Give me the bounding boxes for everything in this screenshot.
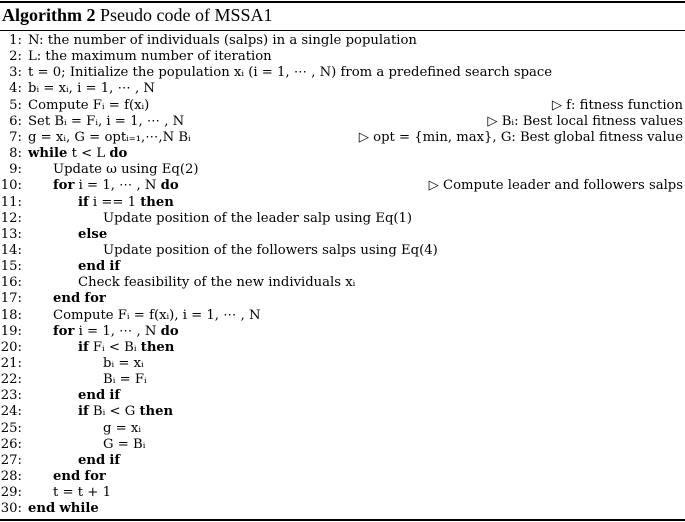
code-text: g = xᵢ [103,420,142,436]
line-number: 30: [0,501,22,517]
code-text: for i = 1, ⋯ , N do [53,178,179,194]
code-text: else [78,226,108,242]
code-text: if i == 1 then [78,194,174,210]
line-number: 14: [0,242,22,258]
line-number: 17: [0,291,22,307]
code-text: Update ω using Eq(2) [53,162,199,178]
line-number: 20: [0,339,22,355]
line-number: 8: [9,146,22,162]
code-text: Update position of the followers salps using Eq(4) [103,242,438,258]
code-text: Compute Fᵢ = f(xᵢ), i = 1, ⋯ , N [53,307,261,323]
line-comment: ▷ f: fitness function [551,97,683,113]
line-number: 5: [9,97,22,113]
line-number: 15: [0,259,22,275]
bottom-rule [0,519,685,521]
line-number: 23: [0,388,22,404]
line-number: 24: [0,404,22,420]
code-text: G = Bᵢ [103,436,146,452]
code-text: end while [28,501,99,517]
line-comment: ▷ Compute leader and followers salps [428,178,683,194]
code-text: end for [53,291,106,307]
code-text: Set Bᵢ = Fᵢ, i = 1, ⋯ , N [28,113,185,129]
code-text: Bᵢ = Fᵢ [103,372,147,388]
code-text: t = 0; Initialize the population xᵢ (i = 1, ⋯ , N) from a predefined search space [28,65,553,81]
code-text: bᵢ = xᵢ [103,356,144,371]
algorithm-label: Algorithm 2 [2,5,96,25]
line-number: 16: [0,275,22,291]
line-number: 10: [0,178,22,194]
line-number: 2: [9,49,22,65]
line-number: 1: [9,33,22,48]
line-comment: ▷ Bᵢ: Best local fitness values [487,113,683,129]
code-text: end if [78,452,121,468]
line-number: 12: [0,210,22,226]
code-text: end if [78,259,121,275]
algorithm-title [2,5,273,26]
code-text: while t < L do [28,146,128,162]
line-number: 3: [9,65,22,81]
algorithm-caption: Pseudo code of MSSA1 [100,5,273,25]
code-line [0,499,685,518]
line-number: 25: [0,420,22,436]
top-rule [0,1,685,3]
line-number: 11: [0,194,22,210]
code-text: Compute Fᵢ = f(xᵢ) [28,97,150,113]
line-comment: ▷ opt = {min, max}, G: Best global fitness value [358,129,683,145]
code-text: g = xᵢ, G = optᵢ₌₁,⋯,N Bᵢ [28,129,191,145]
line-number: 21: [0,356,22,371]
code-text: end for [53,469,106,485]
code-text: N: the number of individuals (salps) in a single population [28,33,417,48]
code-text: for i = 1, ⋯ , N do [53,323,179,339]
line-number: 6: [9,113,22,129]
code-text: Update position of the leader salp using Eq(1) [103,210,413,226]
code-text: t = t + 1 [53,485,111,501]
line-number: 9: [9,162,22,178]
code-text: L: the maximum number of iteration [28,49,272,65]
line-number: 4: [9,81,22,97]
code-text: end if [78,388,121,404]
line-number: 19: [0,323,22,339]
code-text: Check feasibility of the new individuals xᵢ [78,275,356,291]
line-number: 13: [0,226,22,242]
line-number: 7: [9,129,22,145]
line-number: 26: [0,436,22,452]
code-text: if Bᵢ < G then [78,404,174,420]
code-text: bᵢ = xᵢ, i = 1, ⋯ , N [28,81,155,97]
code-text: if Fᵢ < Bᵢ then [78,339,175,355]
line-number: 28: [0,469,22,485]
line-number: 22: [0,372,22,388]
line-number: 29: [0,485,22,501]
line-number: 18: [0,307,22,323]
line-number: 27: [0,452,22,468]
